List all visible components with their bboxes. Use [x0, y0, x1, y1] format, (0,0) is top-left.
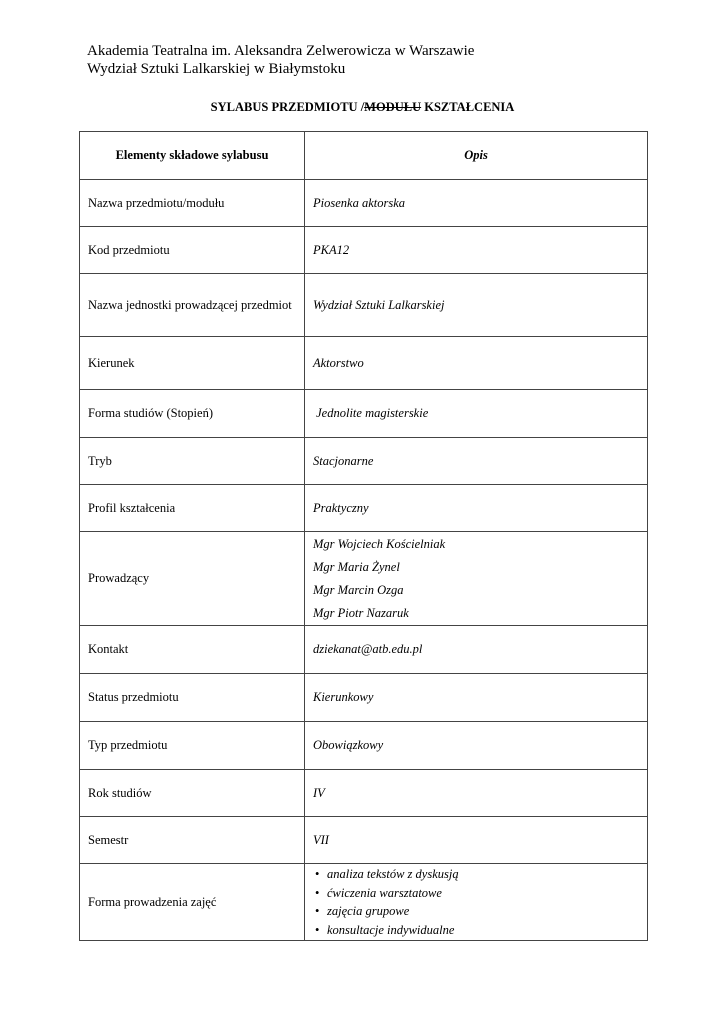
title-struck-word: MODUŁU [364, 100, 422, 114]
row-value: Praktyczny [305, 485, 648, 532]
lecturers-cell [305, 532, 648, 626]
table-row [80, 390, 648, 438]
row-label: Tryb [80, 438, 305, 485]
page-title [0, 100, 725, 115]
header-cell-elements: Elementy składowe sylabusu [80, 132, 305, 180]
row-label: Semestr [80, 817, 305, 864]
row-value: Jednolite magisterskie [305, 390, 648, 438]
lecturer-name: Mgr Marcin Ozga [313, 582, 404, 597]
row-label: Prowadzący [80, 532, 305, 626]
class-forms-list [313, 865, 639, 939]
table-row [80, 274, 648, 337]
table-row [80, 227, 648, 274]
class-forms-cell [305, 864, 648, 941]
table-header-row [80, 132, 648, 180]
header-cell-description: Opis [305, 132, 648, 180]
syllabus-table [79, 131, 648, 941]
row-label: Status przedmiotu [80, 674, 305, 722]
row-value: Aktorstwo [305, 337, 648, 390]
table-row [80, 180, 648, 227]
row-label: Forma prowadzenia zajęć [80, 864, 305, 941]
row-label: Kierunek [80, 337, 305, 390]
row-label: Typ przedmiotu [80, 722, 305, 770]
table-row [80, 864, 648, 941]
row-value: VII [305, 817, 648, 864]
row-label: Kod przedmiotu [80, 227, 305, 274]
row-label: Profil kształcenia [80, 485, 305, 532]
table-row [80, 722, 648, 770]
list-item: • ćwiczenia warsztatowe [327, 884, 639, 903]
row-label: Nazwa jednostki prowadzącej przedmiot [80, 274, 305, 337]
institution-header [87, 42, 474, 78]
row-value: Wydział Sztuki Lalkarskiej [305, 274, 648, 337]
row-value: Obowiązkowy [305, 722, 648, 770]
table-row [80, 532, 648, 626]
institution-name: Akademia Teatralna im. Aleksandra Zelwerowicza w Warszawie [87, 43, 475, 59]
list-item: • zajęcia grupowe [327, 902, 639, 921]
lecturer-name: Mgr Maria Żynel [313, 559, 400, 574]
table-row [80, 674, 648, 722]
list-item: • konsultacje indywidualne [327, 921, 639, 940]
table-row [80, 626, 648, 674]
row-label: Forma studiów (Stopień) [80, 390, 305, 438]
row-value: Stacjonarne [305, 438, 648, 485]
title-part-1: SYLABUS PRZEDMIOTU / [210, 100, 365, 114]
table-row [80, 485, 648, 532]
row-value: Kierunkowy [305, 674, 648, 722]
table-row [80, 817, 648, 864]
lecturer-name: Mgr Piotr Nazaruk [313, 605, 409, 620]
table-row [80, 438, 648, 485]
faculty-name: Wydział Sztuki Lalkarskiej w Białymstoku [87, 61, 346, 77]
row-label: Kontakt [80, 626, 305, 674]
row-value: Piosenka aktorska [305, 180, 648, 227]
row-value: IV [305, 770, 648, 817]
contact-email: dziekanat@atb.edu.pl [305, 626, 648, 674]
row-value: PKA12 [305, 227, 648, 274]
table-row [80, 337, 648, 390]
lecturer-name: Mgr Wojciech Kościelniak [313, 536, 446, 551]
title-part-2: KSZTAŁCENIA [421, 100, 515, 114]
row-label: Nazwa przedmiotu/modułu [80, 180, 305, 227]
row-label: Rok studiów [80, 770, 305, 817]
table-row [80, 770, 648, 817]
list-item: • analiza tekstów z dyskusją [327, 865, 639, 884]
